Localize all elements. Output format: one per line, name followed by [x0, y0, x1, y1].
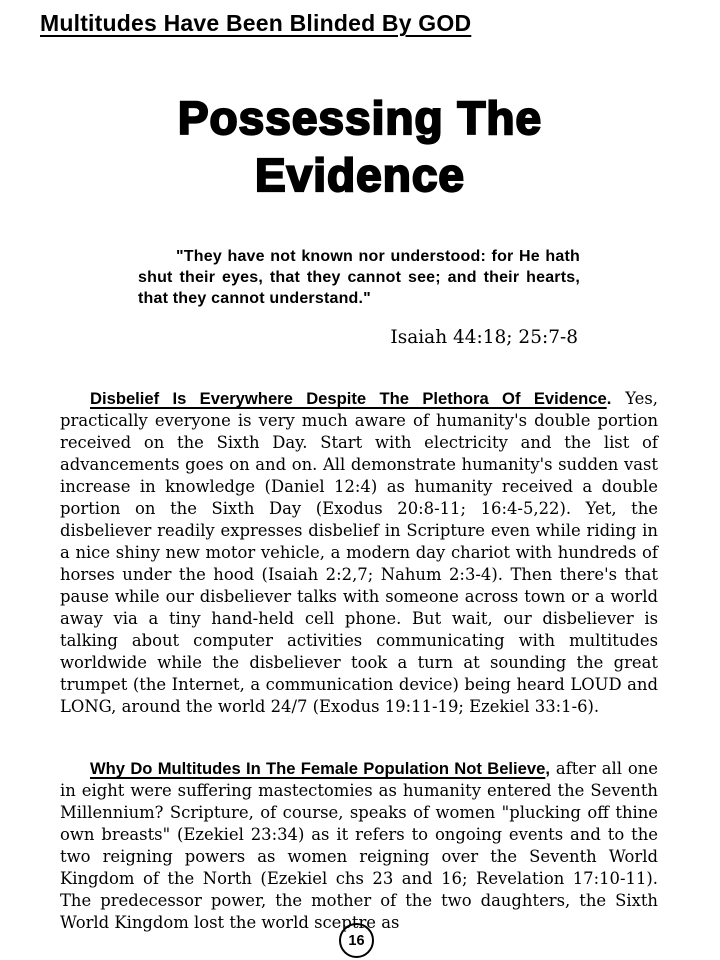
paragraph-1 — [60, 388, 658, 718]
paragraph-2-heading-punctuation: , — [545, 759, 550, 778]
paragraph-1-body-text: Yes, practically everyone is very much aware of humanity's double portion received on the Sixth Day. Start with electricity and the list of advancements goes on and on. All demonstrate humanity's sudden vast increase in knowledge (Daniel 12:4) as humanity received a double portion on the Sixth Day (Exodus 20:8-11; 16:4-5,22). Yet, the disbeliever readily expresses disbelief in Scripture even while riding in a nice shiny new motor vehicle, a modern day chariot with hundreds of horses under the hood (Isaiah 2:2,7; Nahum 2:3-4). Then there's that pause while our disbeliever talks with someone across town or a world away via a tiny hand-held cell phone. But wait, our disbeliever is talking about computer activities communicating with multitudes worldwide while the disbeliever took a turn at sounding the great trumpet (the Internet, a communication device) being heard LOUD and LONG, around the world 24/7 (Exodus 19:11-19; Ezekiel 33:1-6). — [60, 389, 658, 716]
running-header: Multitudes Have Been Blinded By GOD — [40, 10, 472, 36]
page-title-line-1: Possessing The — [177, 92, 543, 144]
paragraph-2 — [60, 758, 658, 934]
paragraph-1-heading-punctuation: . — [606, 389, 612, 408]
page-number-badge: 16 — [339, 923, 374, 958]
paragraph-1-heading: Disbelief Is Everywhere Despite The Plethora Of Evidence — [90, 389, 607, 408]
scripture-citation: Isaiah 44:18; 25:7-8 — [390, 327, 578, 348]
scripture-quote: "They have not known nor understood: for He hath shut their eyes, that they cannot see; and their hearts, that they cannot understand." — [138, 248, 580, 307]
page-title — [0, 90, 720, 204]
page-title-line-2: Evidence — [255, 149, 465, 201]
paragraph-2-body-text: after all one in eight were suffering mastectomies as humanity entered the Seventh Millennium? Scripture, of course, speaks of women "plucking off thine own breasts" (Ezekiel 23:34) as it refers to ongoing events and to the two reigning powers as women reigning over the Seventh World Kingdom of the North (Ezekiel chs 23 and 16; Revelation 17:10-11). The predecessor power, the mother of the two daughters, the Sixth World Kingdom lost the world sceptre as — [60, 759, 658, 932]
paragraph-2-heading: Why Do Multitudes In The Female Population Not Believe — [90, 759, 546, 778]
